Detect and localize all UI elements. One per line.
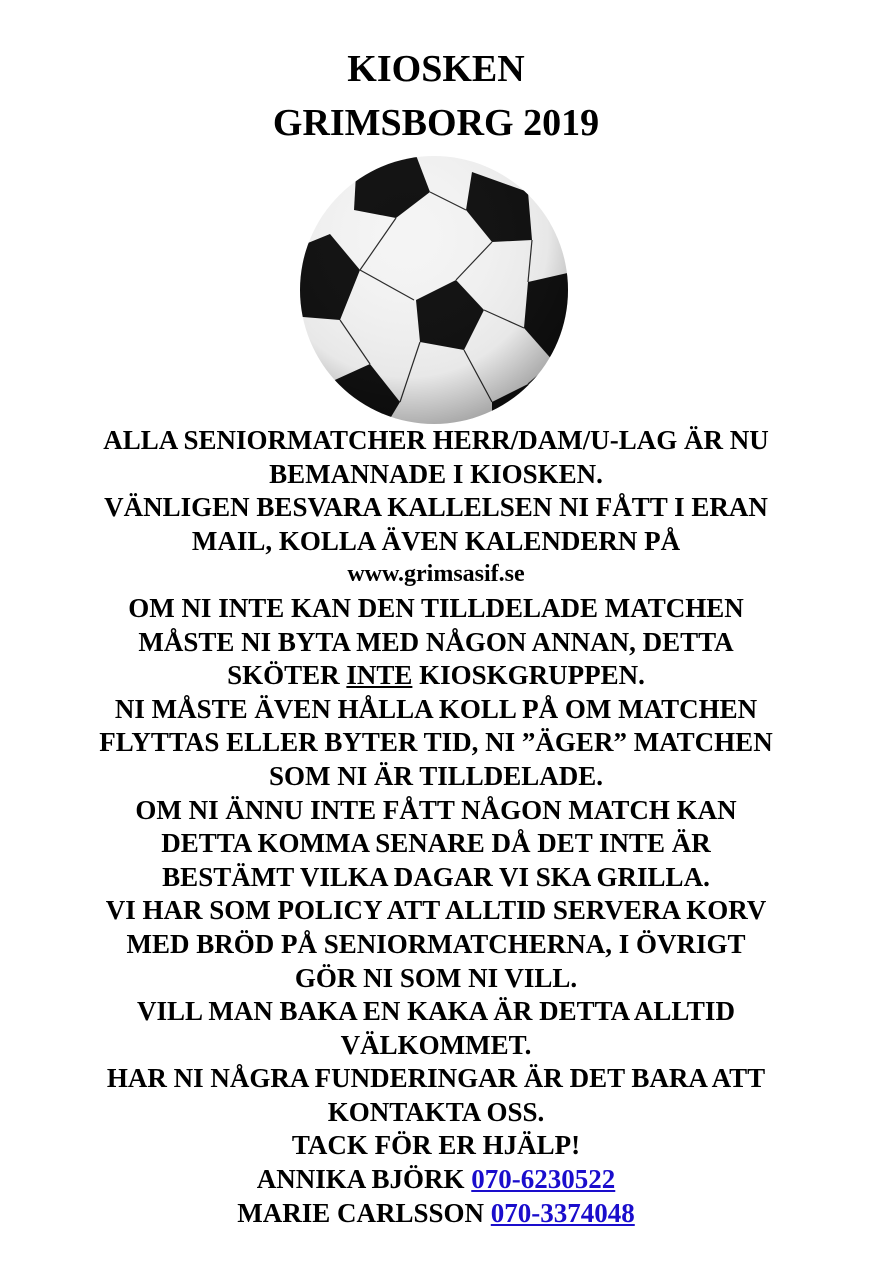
body-line: DETTA KOMMA SENARE DÅ DET INTE ÄR — [161, 828, 711, 859]
body-line-underlined — [40, 659, 832, 693]
page-title — [0, 42, 872, 150]
body-line: OM NI ÄNNU INTE FÅTT NÅGON MATCH KAN — [135, 794, 737, 825]
body-line: NI MÅSTE ÄVEN HÅLLA KOLL PÅ OM MATCHEN — [114, 693, 758, 724]
body-line: OM NI INTE KAN DEN TILLDELADE MATCHEN — [128, 592, 744, 623]
body-line: GÖR NI SOM NI VILL. — [294, 962, 578, 993]
body-line: MED BRÖD PÅ SENIORMATCHERNA, I ÖVRIGT — [126, 928, 746, 959]
body-line: MÅSTE NI BYTA MED NÅGON ANNAN, DETTA — [138, 626, 734, 657]
body-line: MAIL, KOLLA ÄVEN KALENDERN PÅ — [191, 525, 681, 556]
body-line: BEMANNADE I KIOSKEN. — [269, 458, 603, 489]
website-text: www.grimsasif.se — [347, 561, 525, 588]
body-line: ALLA SENIORMATCHER HERR/DAM/U-LAG ÄR NU — [103, 425, 769, 455]
body-line: KONTAKTA OSS. — [327, 1096, 545, 1127]
soccer-ball-icon — [296, 152, 572, 428]
thanks-line: TACK FÖR ER HJÄLP! — [291, 1130, 581, 1161]
body-text-segment: KIOSKGRUPPEN. — [412, 660, 645, 691]
contact-marie — [40, 1197, 832, 1231]
body-line: HAR NI NÅGRA FUNDERINGAR ÄR DET BARA ATT — [106, 1063, 766, 1094]
phone-link-annika[interactable]: 070-6230522 — [471, 1164, 616, 1195]
body-line: BESTÄMT VILKA DAGAR VI SKA GRILLA. — [162, 861, 710, 892]
notice-body — [40, 424, 832, 1230]
body-line: FLYTTAS ELLER BYTER TID, NI ”ÄGER” MATCHEN — [99, 727, 773, 758]
contact-name: MARIE CARLSSON — [237, 1197, 491, 1228]
body-line: VÄNLIGEN BESVARA KALLELSEN NI FÅTT I ERAN — [104, 492, 768, 523]
title-line-kiosken: KIOSKEN — [347, 48, 525, 90]
underlined-word: INTE — [346, 660, 413, 691]
body-line: VI HAR SOM POLICY ATT ALLTID SERVERA KORV — [105, 895, 767, 926]
contact-annika — [40, 1163, 832, 1197]
title-line-grimsborg: GRIMSBORG 2019 — [272, 102, 600, 144]
phone-link-marie[interactable]: 070-3374048 — [490, 1197, 635, 1228]
contact-name: ANNIKA BJÖRK — [256, 1164, 472, 1195]
body-line: VILL MAN BAKA EN KAKA ÄR DETTA ALLTID — [137, 996, 735, 1027]
body-line: VÄLKOMMET. — [340, 1029, 532, 1060]
body-line: SOM NI ÄR TILLDELADE. — [268, 760, 604, 791]
body-text-segment: SKÖTER — [227, 660, 347, 691]
